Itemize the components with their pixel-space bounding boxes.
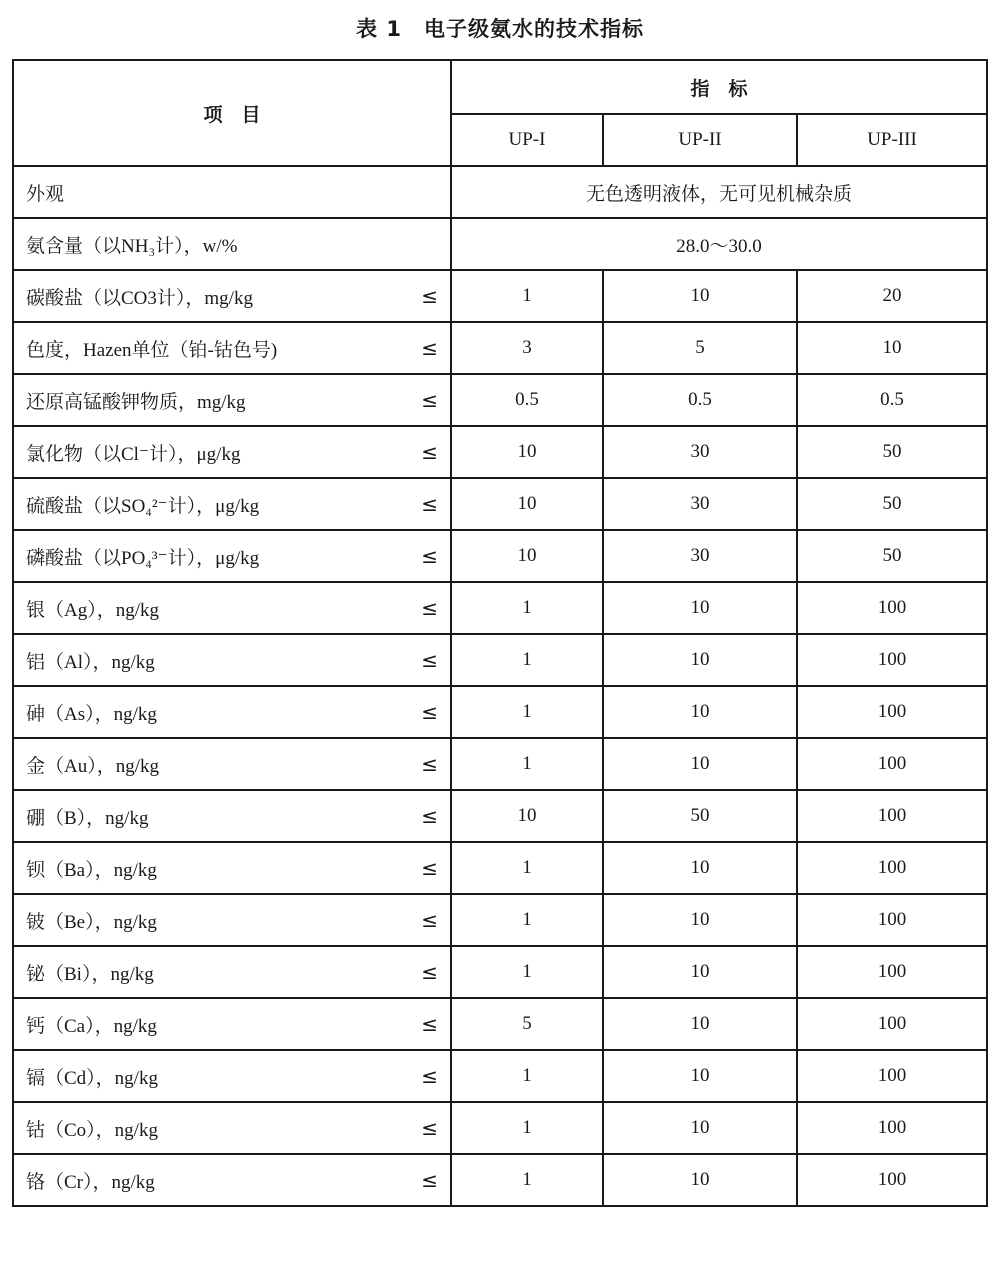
row-item-cell (13, 270, 451, 322)
value-up3-cell: 100 (797, 790, 987, 842)
table-row (13, 842, 987, 894)
row-item-cell (13, 218, 451, 270)
row-item-cell (13, 790, 451, 842)
value-up3-cell: 100 (797, 1050, 987, 1102)
value-up1-cell: 5 (451, 998, 603, 1050)
value-up3-cell: 100 (797, 842, 987, 894)
value-up3-cell: 50 (797, 530, 987, 582)
value-up2-cell: 10 (603, 894, 797, 946)
less-equal-symbol: ≤ (421, 1012, 438, 1036)
value-up1-cell: 1 (451, 634, 603, 686)
less-equal-symbol: ≤ (421, 856, 438, 880)
value-up2-cell: 10 (603, 738, 797, 790)
less-equal-symbol: ≤ (421, 908, 438, 932)
value-up3-cell: 100 (797, 582, 987, 634)
row-item-cell (13, 322, 451, 374)
value-up2-cell: 10 (603, 1154, 797, 1206)
value-up3-cell: 100 (797, 1102, 987, 1154)
row-item-cell (13, 894, 451, 946)
table-row (13, 478, 987, 530)
less-equal-symbol: ≤ (421, 284, 438, 308)
row-item-label: 铬（Cr），ng/kg (26, 1171, 155, 1193)
table-row (13, 946, 987, 998)
value-up1-cell: 10 (451, 478, 603, 530)
row-item-cell (13, 374, 451, 426)
value-up3-cell: 20 (797, 270, 987, 322)
value-up2-cell: 10 (603, 998, 797, 1050)
less-equal-symbol: ≤ (421, 440, 438, 464)
value-up2-cell: 10 (603, 946, 797, 998)
value-up2-cell: 10 (603, 270, 797, 322)
index-header: 指 标 (451, 60, 987, 114)
merged-value-cell: 28.0～30.0 (451, 218, 987, 270)
less-equal-symbol: ≤ (421, 544, 438, 568)
table-row (13, 894, 987, 946)
less-equal-symbol: ≤ (421, 336, 438, 360)
row-item-label: 铋（Bi），ng/kg (26, 963, 154, 985)
row-item-cell (13, 842, 451, 894)
grade-header-up2: UP-II (603, 114, 797, 166)
less-equal-symbol: ≤ (421, 1064, 438, 1088)
value-up1-cell: 1 (451, 946, 603, 998)
value-up3-cell: 100 (797, 634, 987, 686)
value-up2-cell: 0.5 (603, 374, 797, 426)
table-row (13, 218, 987, 270)
row-item-label: 氨含量（以NH₃计），w/% (26, 235, 238, 257)
table-row (13, 582, 987, 634)
less-equal-symbol: ≤ (421, 492, 438, 516)
value-up3-cell: 100 (797, 1154, 987, 1206)
table-row (13, 1154, 987, 1206)
table-row (13, 790, 987, 842)
less-equal-symbol: ≤ (421, 388, 438, 412)
table-row (13, 530, 987, 582)
row-item-label: 铝（Al），ng/kg (26, 651, 155, 673)
value-up1-cell: 3 (451, 322, 603, 374)
row-item-label: 还原高锰酸钾物质，mg/kg (26, 391, 246, 413)
table-row (13, 738, 987, 790)
value-up2-cell: 10 (603, 582, 797, 634)
value-up1-cell: 1 (451, 894, 603, 946)
row-item-label: 外观 (26, 183, 65, 205)
table-caption: 表 1 电子级氨水的技术指标 (356, 17, 644, 41)
row-item-label: 钴（Co），ng/kg (26, 1119, 158, 1141)
value-up2-cell: 50 (603, 790, 797, 842)
table-row (13, 686, 987, 738)
less-equal-symbol: ≤ (421, 804, 438, 828)
less-equal-symbol: ≤ (421, 960, 438, 984)
value-up2-cell: 30 (603, 478, 797, 530)
table-row (13, 1050, 987, 1102)
value-up1-cell: 1 (451, 1102, 603, 1154)
table-row (13, 270, 987, 322)
value-up3-cell: 100 (797, 946, 987, 998)
row-item-cell (13, 738, 451, 790)
table-row (13, 998, 987, 1050)
value-up2-cell: 10 (603, 1050, 797, 1102)
table-row (13, 634, 987, 686)
value-up1-cell: 1 (451, 582, 603, 634)
row-item-cell (13, 426, 451, 478)
row-item-cell (13, 582, 451, 634)
header-row (13, 60, 987, 114)
row-item-cell (13, 634, 451, 686)
value-up3-cell: 100 (797, 738, 987, 790)
value-up1-cell: 10 (451, 426, 603, 478)
row-item-label: 硫酸盐（以SO₄²⁻计），μg/kg (26, 495, 260, 517)
row-item-cell (13, 946, 451, 998)
value-up2-cell: 10 (603, 1102, 797, 1154)
row-item-label: 银（Ag），ng/kg (26, 599, 160, 621)
row-item-cell (13, 166, 451, 218)
row-item-cell (13, 1102, 451, 1154)
spec-table (12, 59, 988, 1207)
row-item-label: 硼（B），ng/kg (26, 807, 149, 829)
table-row (13, 322, 987, 374)
row-item-label: 铍（Be），ng/kg (26, 911, 157, 933)
row-item-label: 镉（Cd），ng/kg (26, 1067, 158, 1089)
row-item-cell (13, 1154, 451, 1206)
table-row (13, 426, 987, 478)
value-up1-cell: 1 (451, 842, 603, 894)
row-item-label: 色度，Hazen单位（铂-钴色号) (26, 339, 278, 361)
row-item-label: 钙（Ca），ng/kg (26, 1015, 157, 1037)
less-equal-symbol: ≤ (421, 596, 438, 620)
value-up3-cell: 100 (797, 894, 987, 946)
row-item-label: 氯化物（以Cl⁻计），μg/kg (26, 443, 241, 465)
value-up3-cell: 50 (797, 426, 987, 478)
value-up1-cell: 1 (451, 270, 603, 322)
value-up2-cell: 5 (603, 322, 797, 374)
row-item-cell (13, 998, 451, 1050)
grade-header-up3: UP-III (797, 114, 987, 166)
merged-value-cell: 无色透明液体，无可见机械杂质 (451, 166, 987, 218)
value-up2-cell: 10 (603, 634, 797, 686)
table-row (13, 1102, 987, 1154)
value-up3-cell: 50 (797, 478, 987, 530)
value-up2-cell: 30 (603, 530, 797, 582)
value-up3-cell: 10 (797, 322, 987, 374)
less-equal-symbol: ≤ (421, 752, 438, 776)
value-up3-cell: 0.5 (797, 374, 987, 426)
value-up1-cell: 0.5 (451, 374, 603, 426)
value-up3-cell: 100 (797, 998, 987, 1050)
table-row (13, 374, 987, 426)
value-up3-cell: 100 (797, 686, 987, 738)
row-item-label: 砷（As），ng/kg (26, 703, 157, 725)
value-up1-cell: 1 (451, 1050, 603, 1102)
table-row (13, 166, 987, 218)
value-up1-cell: 1 (451, 738, 603, 790)
value-up2-cell: 10 (603, 686, 797, 738)
less-equal-symbol: ≤ (421, 700, 438, 724)
row-item-cell (13, 1050, 451, 1102)
row-item-label: 磷酸盐（以PO₄³⁻计），μg/kg (26, 547, 260, 569)
value-up2-cell: 30 (603, 426, 797, 478)
less-equal-symbol: ≤ (421, 1168, 438, 1192)
row-item-cell (13, 530, 451, 582)
value-up1-cell: 10 (451, 790, 603, 842)
row-item-label: 金（Au），ng/kg (26, 755, 160, 777)
row-item-cell (13, 686, 451, 738)
value-up1-cell: 1 (451, 686, 603, 738)
value-up1-cell: 1 (451, 1154, 603, 1206)
grade-header-up1: UP-I (451, 114, 603, 166)
row-item-label: 钡（Ba），ng/kg (26, 859, 157, 881)
less-equal-symbol: ≤ (421, 648, 438, 672)
row-item-cell (13, 478, 451, 530)
row-item-label: 碳酸盐（以CO3计），mg/kg (26, 287, 253, 309)
value-up2-cell: 10 (603, 842, 797, 894)
item-header: 项 目 (13, 60, 451, 166)
less-equal-symbol: ≤ (421, 1116, 438, 1140)
value-up1-cell: 10 (451, 530, 603, 582)
